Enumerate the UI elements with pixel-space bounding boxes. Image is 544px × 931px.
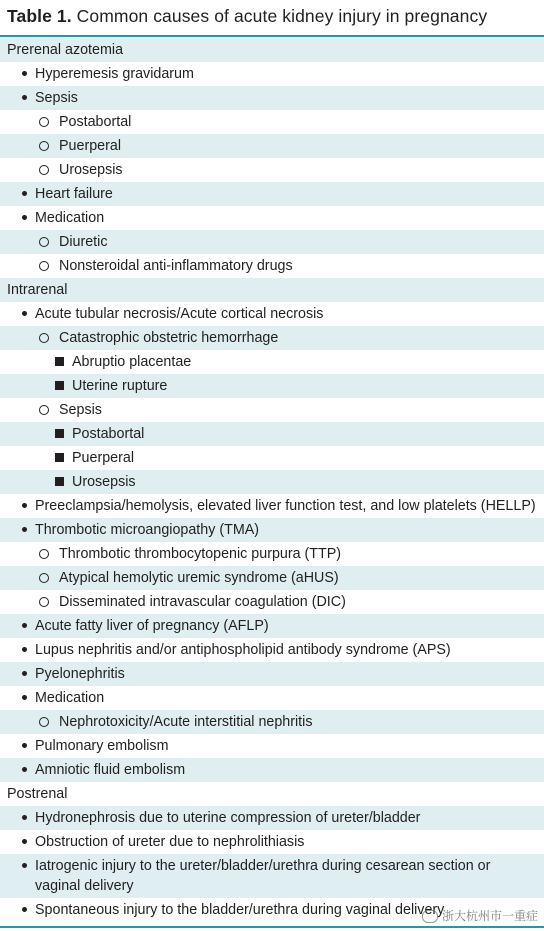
bullet-dot-icon: [22, 898, 27, 922]
table-row: [0, 134, 544, 158]
row-text: Urosepsis: [72, 474, 136, 490]
table-row: [0, 62, 544, 86]
bullet-dot-icon: [22, 302, 27, 326]
table-row: [0, 590, 544, 614]
bullet-circle-icon: [39, 230, 49, 254]
table-row: [0, 86, 544, 110]
table-row: [0, 254, 544, 278]
row-text: Postabortal: [59, 114, 132, 130]
watermark-text: 浙大杭州市一重症: [441, 909, 538, 923]
bullet-dot-icon: [22, 854, 27, 878]
bullet-circle-icon: [39, 110, 49, 134]
table-row: [0, 566, 544, 590]
table-row: [0, 830, 544, 854]
table-row: [0, 398, 544, 422]
bullet-square-icon: [55, 470, 64, 494]
table-row: [0, 494, 544, 518]
bullet-circle-icon: [39, 542, 49, 566]
bullet-dot-icon: [22, 614, 27, 638]
bullet-circle-icon: [39, 158, 49, 182]
wechat-icon: [422, 910, 438, 923]
row-text: Urosepsis: [59, 162, 123, 178]
row-text: Preeclampsia/hemolysis, elevated liver function test, and low platelets (HELLP): [35, 498, 536, 514]
row-text: Puerperal: [59, 138, 121, 154]
table-row: [0, 446, 544, 470]
table-row: [0, 110, 544, 134]
table-row: [0, 470, 544, 494]
row-text: Postabortal: [72, 426, 145, 442]
bullet-square-icon: [55, 446, 64, 470]
table-number: Table 1.: [7, 6, 72, 26]
table-title: [0, 0, 544, 34]
row-text: Pulmonary embolism: [35, 738, 169, 754]
table-body: [0, 38, 544, 922]
row-text: Uterine rupture: [72, 378, 168, 394]
row-text: Spontaneous injury to the bladder/urethra during vaginal delivery: [35, 902, 445, 918]
top-rule: [0, 35, 544, 37]
bullet-dot-icon: [22, 686, 27, 710]
row-text: Medication: [35, 690, 105, 706]
row-text: Obstruction of ureter due to nephrolithiasis: [35, 834, 305, 850]
section-header-row: [0, 278, 544, 302]
table-row: [0, 542, 544, 566]
bullet-circle-icon: [39, 326, 49, 350]
section-header-row: [0, 38, 544, 62]
bullet-circle-icon: [39, 590, 49, 614]
table-row: [0, 638, 544, 662]
row-text: Pyelonephritis: [35, 666, 125, 682]
row-text: Thrombotic microangiopathy (TMA): [35, 522, 260, 538]
table-row: [0, 758, 544, 782]
bullet-dot-icon: [22, 662, 27, 686]
row-text: Amniotic fluid embolism: [35, 762, 186, 778]
bullet-square-icon: [55, 374, 64, 398]
row-text: Catastrophic obstetric hemorrhage: [59, 330, 279, 346]
row-text: Acute fatty liver of pregnancy (AFLP): [35, 618, 269, 634]
table-row: [0, 206, 544, 230]
bullet-dot-icon: [22, 494, 27, 518]
table-row: [0, 734, 544, 758]
row-text: Puerperal: [72, 450, 134, 466]
bullet-circle-icon: [39, 566, 49, 590]
section-header: Intrarenal: [7, 282, 68, 298]
table-row: [0, 302, 544, 326]
row-text: Heart failure: [35, 186, 113, 202]
table-row: [0, 326, 544, 350]
bullet-dot-icon: [22, 86, 27, 110]
section-header: Prerenal azotemia: [7, 42, 124, 58]
table-row: [0, 614, 544, 638]
row-text: Nephrotoxicity/Acute interstitial nephritis: [59, 714, 313, 730]
table-row: [0, 662, 544, 686]
bullet-dot-icon: [22, 62, 27, 86]
row-text: Lupus nephritis and/or antiphospholipid antibody syndrome (APS): [35, 642, 451, 658]
table-row: [0, 350, 544, 374]
table-row: [0, 854, 544, 898]
bullet-dot-icon: [22, 182, 27, 206]
bullet-square-icon: [55, 422, 64, 446]
section-header-row: [0, 782, 544, 806]
row-text: Sepsis: [35, 90, 78, 106]
bullet-dot-icon: [22, 806, 27, 830]
row-text: Atypical hemolytic uremic syndrome (aHUS): [59, 570, 339, 586]
row-text: Hyperemesis gravidarum: [35, 66, 194, 82]
bottom-rule: [0, 926, 544, 928]
table-row: [0, 710, 544, 734]
bullet-dot-icon: [22, 734, 27, 758]
row-text: Iatrogenic injury to the ureter/bladder/urethra during cesarean section or vaginal delivery: [35, 858, 491, 894]
bullet-dot-icon: [22, 518, 27, 542]
bullet-dot-icon: [22, 758, 27, 782]
section-header: Postrenal: [7, 786, 68, 802]
bullet-square-icon: [55, 350, 64, 374]
row-text: Acute tubular necrosis/Acute cortical necrosis: [35, 306, 324, 322]
bullet-circle-icon: [39, 254, 49, 278]
table-row: [0, 518, 544, 542]
table-row: [0, 686, 544, 710]
bullet-dot-icon: [22, 638, 27, 662]
row-text: Thrombotic thrombocytopenic purpura (TTP): [59, 546, 342, 562]
bullet-dot-icon: [22, 206, 27, 230]
row-text: Disseminated intravascular coagulation (DIC): [59, 594, 346, 610]
bullet-circle-icon: [39, 398, 49, 422]
table-row: [0, 806, 544, 830]
row-text: Medication: [35, 210, 105, 226]
table-row: [0, 422, 544, 446]
row-text: Sepsis: [59, 402, 102, 418]
table-caption: Common causes of acute kidney injury in pregnancy: [76, 6, 488, 26]
table-row: [0, 374, 544, 398]
row-text: Diuretic: [59, 234, 108, 250]
table-row: [0, 182, 544, 206]
bullet-dot-icon: [22, 830, 27, 854]
row-text: Hydronephrosis due to uterine compression of ureter/bladder: [35, 810, 421, 826]
row-text: Abruptio placentae: [72, 354, 192, 370]
table-row: [0, 230, 544, 254]
row-text: Nonsteroidal anti-inflammatory drugs: [59, 258, 293, 274]
table-row: [0, 158, 544, 182]
bullet-circle-icon: [39, 134, 49, 158]
bullet-circle-icon: [39, 710, 49, 734]
watermark: [422, 907, 538, 924]
